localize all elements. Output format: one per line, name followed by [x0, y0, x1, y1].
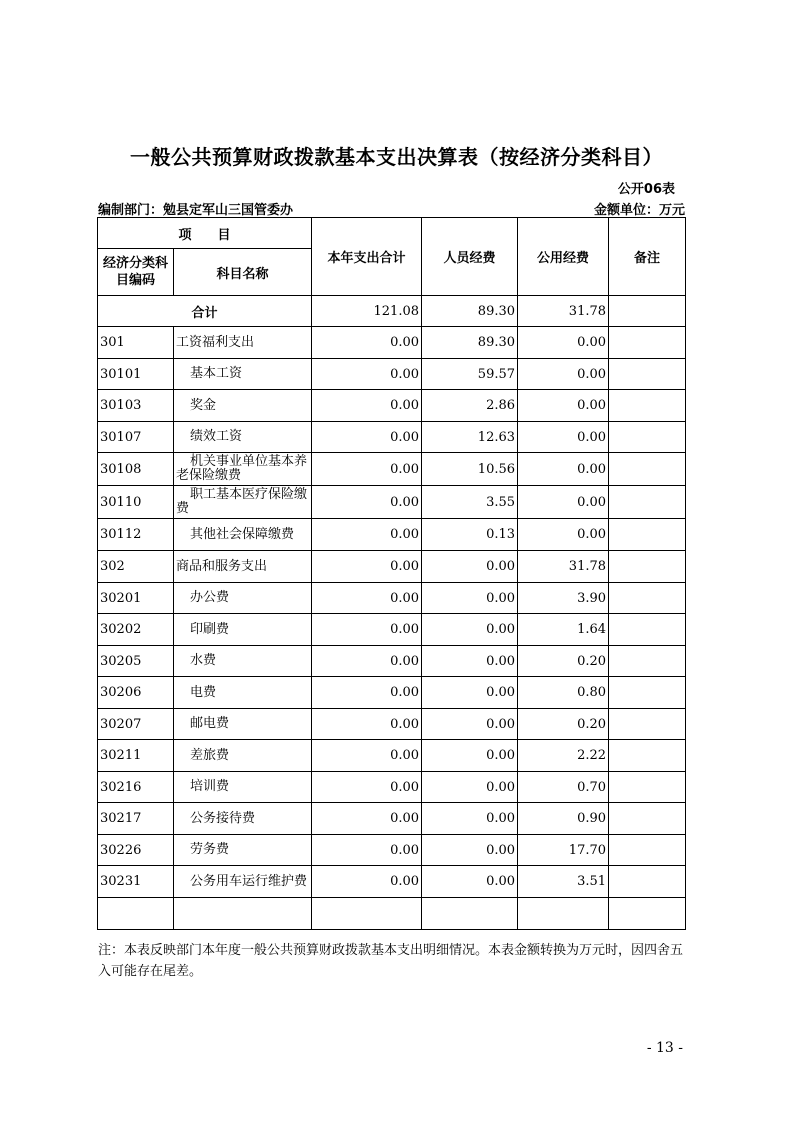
- row-remark: [609, 453, 686, 486]
- row-remark: [609, 835, 686, 866]
- row-public: 0.20: [518, 709, 609, 740]
- row-public: 1.64: [518, 614, 609, 646]
- table-row: [98, 709, 686, 740]
- row-name: 公务接待费: [174, 803, 312, 835]
- row-total: 0.00: [312, 803, 422, 835]
- department-label: 编制部门：勉县定军山三国管委办: [98, 203, 294, 218]
- row-remark: [609, 646, 686, 677]
- header-personnel: 人员经费: [422, 218, 518, 296]
- row-total: 0.00: [312, 453, 422, 486]
- blank-cell: [422, 898, 518, 930]
- row-name: 其他社会保障缴费: [174, 519, 312, 551]
- total-remark: [609, 296, 686, 327]
- row-public: 3.90: [518, 583, 609, 614]
- row-personnel: 0.00: [422, 551, 518, 583]
- table-row: [98, 486, 686, 519]
- table-row: [98, 359, 686, 390]
- header-remark: 备注: [609, 218, 686, 296]
- row-code: 302: [98, 551, 174, 583]
- row-personnel: 0.00: [422, 866, 518, 898]
- table-row: [98, 390, 686, 422]
- row-total: 0.00: [312, 677, 422, 709]
- row-total: 0.00: [312, 327, 422, 359]
- row-remark: [609, 519, 686, 551]
- row-remark: [609, 803, 686, 835]
- row-name: 机关事业单位基本养老保险缴费: [174, 453, 312, 486]
- row-remark: [609, 677, 686, 709]
- row-code: 30112: [98, 519, 174, 551]
- row-remark: [609, 740, 686, 772]
- row-code: 301: [98, 327, 174, 359]
- table-row: [98, 519, 686, 551]
- row-name: 工资福利支出: [174, 327, 312, 359]
- row-code: 30207: [98, 709, 174, 740]
- row-remark: [609, 614, 686, 646]
- table-row: [98, 453, 686, 486]
- row-personnel: 0.00: [422, 709, 518, 740]
- row-public: 17.70: [518, 835, 609, 866]
- row-public: 0.00: [518, 519, 609, 551]
- row-total: 0.00: [312, 390, 422, 422]
- row-public: 0.20: [518, 646, 609, 677]
- row-personnel: 0.00: [422, 740, 518, 772]
- row-total: 0.00: [312, 646, 422, 677]
- header-public: 公用经费: [518, 218, 609, 296]
- table-row: [98, 614, 686, 646]
- table-row: [98, 835, 686, 866]
- amount-unit-label: 金额单位：万元: [593, 203, 685, 218]
- row-total: 0.00: [312, 551, 422, 583]
- row-name: 差旅费: [174, 740, 312, 772]
- row-total: 0.00: [312, 359, 422, 390]
- page-title: 一般公共预算财政拨款基本支出决算表（按经济分类科目）: [130, 145, 663, 169]
- row-personnel: 0.00: [422, 583, 518, 614]
- row-remark: [609, 486, 686, 519]
- row-personnel: 0.00: [422, 803, 518, 835]
- row-personnel: 3.55: [422, 486, 518, 519]
- row-remark: [609, 866, 686, 898]
- row-name: 奖金: [174, 390, 312, 422]
- row-personnel: 0.00: [422, 677, 518, 709]
- row-total: 0.00: [312, 866, 422, 898]
- row-remark: [609, 551, 686, 583]
- row-name: 办公费: [174, 583, 312, 614]
- row-name: 绩效工资: [174, 422, 312, 453]
- row-name: 职工基本医疗保险缴费: [174, 486, 312, 519]
- row-name: 培训费: [174, 772, 312, 803]
- row-total: 0.00: [312, 486, 422, 519]
- row-code: 30107: [98, 422, 174, 453]
- row-remark: [609, 772, 686, 803]
- row-personnel: 12.63: [422, 422, 518, 453]
- table-row: [98, 677, 686, 709]
- page-number: - 13 -: [646, 1040, 683, 1056]
- total-amount: 121.08: [312, 296, 422, 327]
- header-code: 经济分类科目编码: [98, 249, 174, 296]
- row-personnel: 0.00: [422, 772, 518, 803]
- row-name: 基本工资: [174, 359, 312, 390]
- row-remark: [609, 327, 686, 359]
- blank-row: [98, 898, 686, 930]
- table-note: 注：本表反映部门本年度一般公共预算财政拨款基本支出明细情况。本表金额转换为万元时，因四舍五入可能存在尾差。: [98, 943, 684, 979]
- row-personnel: 10.56: [422, 453, 518, 486]
- row-code: 30216: [98, 772, 174, 803]
- row-total: 0.00: [312, 709, 422, 740]
- row-total: 0.00: [312, 835, 422, 866]
- blank-cell: [518, 898, 609, 930]
- row-public: 2.22: [518, 740, 609, 772]
- row-code: 30110: [98, 486, 174, 519]
- row-name: 电费: [174, 677, 312, 709]
- row-name: 公务用车运行维护费: [174, 866, 312, 898]
- row-public: 0.80: [518, 677, 609, 709]
- row-total: 0.00: [312, 583, 422, 614]
- table-row: [98, 866, 686, 898]
- row-code: 30206: [98, 677, 174, 709]
- table-row: [98, 327, 686, 359]
- blank-cell: [312, 898, 422, 930]
- table-row: [98, 646, 686, 677]
- row-personnel: 89.30: [422, 327, 518, 359]
- table-number: 公开06表: [617, 182, 675, 197]
- row-personnel: 2.86: [422, 390, 518, 422]
- row-code: 30211: [98, 740, 174, 772]
- row-personnel: 59.57: [422, 359, 518, 390]
- row-personnel: 0.00: [422, 835, 518, 866]
- row-code: 30202: [98, 614, 174, 646]
- row-public: 31.78: [518, 551, 609, 583]
- table-row: [98, 422, 686, 453]
- row-remark: [609, 583, 686, 614]
- total-personnel: 89.30: [422, 296, 518, 327]
- total-public: 31.78: [518, 296, 609, 327]
- row-public: 0.00: [518, 327, 609, 359]
- row-code: 30108: [98, 453, 174, 486]
- row-code: 30201: [98, 583, 174, 614]
- table-row: [98, 803, 686, 835]
- row-public: 0.00: [518, 422, 609, 453]
- row-code: 30217: [98, 803, 174, 835]
- row-personnel: 0.00: [422, 614, 518, 646]
- table-row: [98, 772, 686, 803]
- row-total: 0.00: [312, 772, 422, 803]
- row-total: 0.00: [312, 422, 422, 453]
- row-personnel: 0.13: [422, 519, 518, 551]
- row-code: 30103: [98, 390, 174, 422]
- header-row-1: [98, 218, 686, 249]
- row-public: 0.00: [518, 486, 609, 519]
- row-name: 邮电费: [174, 709, 312, 740]
- row-public: 0.00: [518, 359, 609, 390]
- row-public: 0.90: [518, 803, 609, 835]
- row-code: 30226: [98, 835, 174, 866]
- table-row: [98, 740, 686, 772]
- blank-cell: [174, 898, 312, 930]
- total-row: [98, 296, 686, 327]
- row-total: 0.00: [312, 519, 422, 551]
- row-public: 0.00: [518, 390, 609, 422]
- row-total: 0.00: [312, 614, 422, 646]
- header-name: 科目名称: [174, 249, 312, 296]
- row-remark: [609, 422, 686, 453]
- row-public: 0.70: [518, 772, 609, 803]
- row-code: 30101: [98, 359, 174, 390]
- row-name: 商品和服务支出: [174, 551, 312, 583]
- expenditure-table: [97, 217, 686, 930]
- row-remark: [609, 709, 686, 740]
- total-label: 合计: [98, 296, 312, 327]
- row-personnel: 0.00: [422, 646, 518, 677]
- header-item: 项 目: [98, 218, 312, 249]
- table-row: [98, 551, 686, 583]
- row-name: 印刷费: [174, 614, 312, 646]
- row-remark: [609, 390, 686, 422]
- row-total: 0.00: [312, 740, 422, 772]
- row-code: 30205: [98, 646, 174, 677]
- row-code: 30231: [98, 866, 174, 898]
- table-row: [98, 583, 686, 614]
- blank-cell: [98, 898, 174, 930]
- row-name: 劳务费: [174, 835, 312, 866]
- header-total: 本年支出合计: [312, 218, 422, 296]
- row-remark: [609, 359, 686, 390]
- row-name: 水费: [174, 646, 312, 677]
- row-public: 0.00: [518, 453, 609, 486]
- blank-cell: [609, 898, 686, 930]
- row-public: 3.51: [518, 866, 609, 898]
